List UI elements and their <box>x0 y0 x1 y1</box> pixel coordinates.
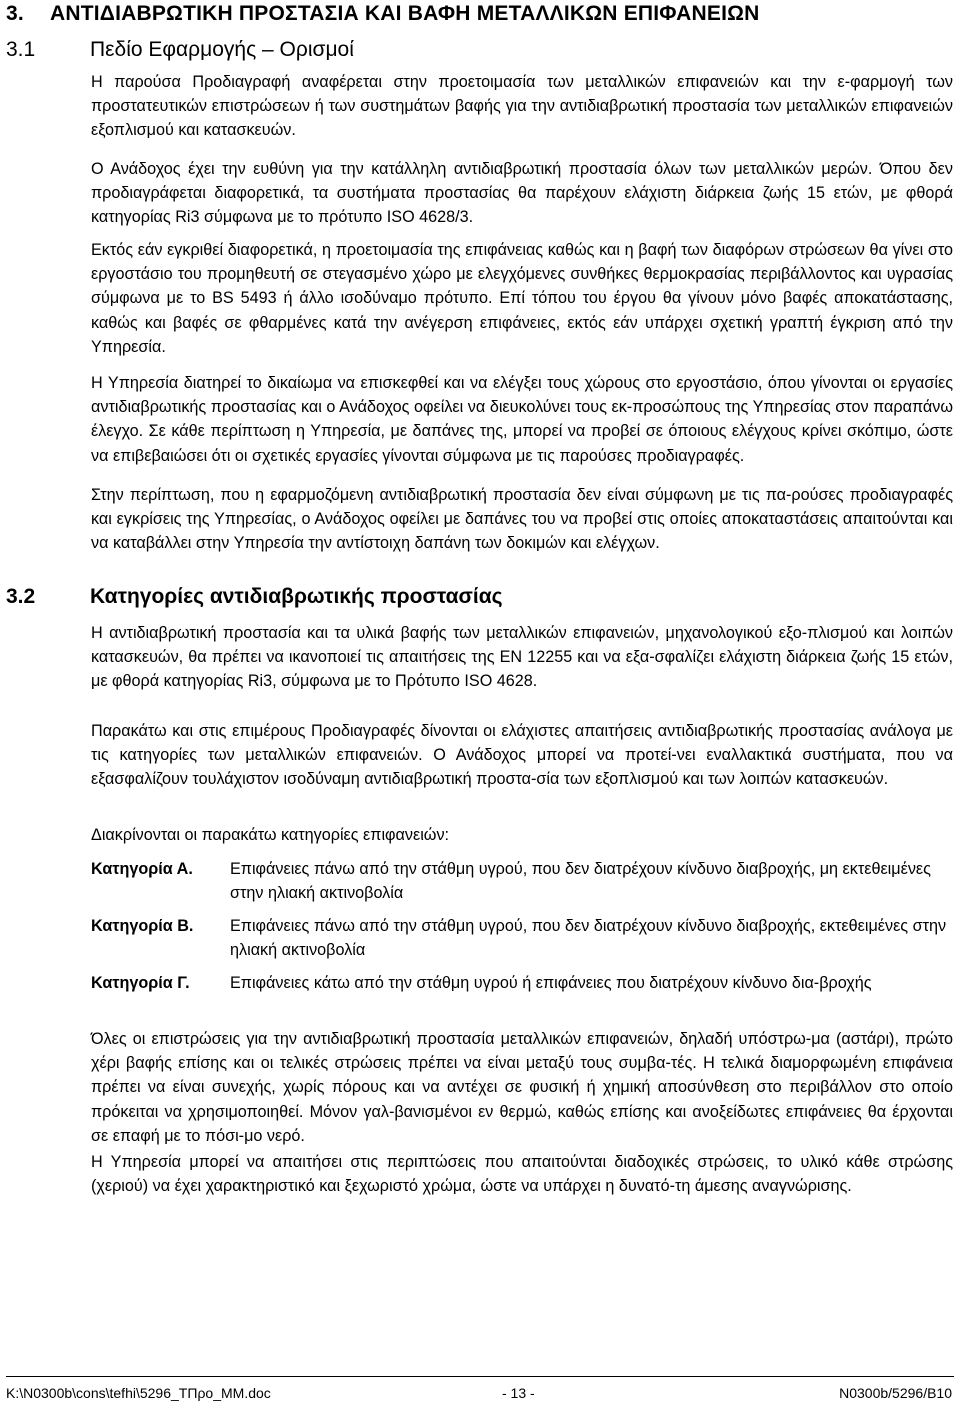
paragraph: Διακρίνονται οι παρακάτω κατηγορίες επιφανειών: <box>91 826 450 844</box>
paragraph: Η αντιδιαβρωτική προστασία και τα υλικά βαφής των μεταλλικών επιφανειών, μηχανολογικού εξο-πλισμού και λοιπών κατασκευών, θα πρέπει να ικανοποιεί τις απαιτήσεις της EN 12255 και να εξα-σφαλίζει ελάχιστη διάρκεια ζωής 15 ετών, με φθορά κατηγορίας Ri3, σύμφωνα με το Πρότυπο ISO 4628. <box>91 624 953 691</box>
paragraph: Η Υπηρεσία μπορεί να απαιτήσει στις περιπτώσεις που απαιτούνται διαδοχικές στρώσεις, το υλικό κάθε στρώσης (χεριού) να έχει χαρακτηριστικό και ξεχωριστό χρώμα, ώστε να υπάρχει η δυνατό-τη άμεσης αναγνώρισης. <box>91 1153 953 1196</box>
paragraph: Η Υπηρεσία διατηρεί το δικαίωμα να επισκεφθεί και να ελέγξει τους χώρους στο εργοστάσιο, όπου γίνονται οι εργασίες αντιδιαβρωτικής προστασίας και ο Ανάδοχος οφείλει να διευκολύνει τους εκ-προσώπους της Υπηρεσίας στον παραπάνω έλεγχο. Σε κάθε περίπτωση η Υπηρεσία, με δαπάνες της, μπορεί να προβεί σε όποιους ελέγχους κρίνει σκόπιμο, ώστε να επιβεβαιώσει ότι οι σχετικές εργασίες γίνονται σύμφωνα με τις παρούσες προδιαγραφές. <box>91 374 953 465</box>
category-item <box>91 914 953 962</box>
footer-file-path: K:\N0300b\cons\tefhi\5296_ΤΠρο_ΜΜ.doc <box>6 1385 271 1401</box>
section-title: Πεδίο Εφαρμογής – Ορισμοί <box>90 38 354 61</box>
category-text: Επιφάνειες πάνω από την στάθμη υγρού, που δεν διατρέχουν κίνδυνο διαβροχής, εκτεθειμένες στην ηλιακή ακτινοβολία <box>230 917 947 960</box>
chapter-title: ΑΝΤΙΔΙΑΒΡΩΤΙΚΗ ΠΡΟΣΤΑΣΙΑ ΚΑΙ ΒΑΦΗ ΜΕΤΑΛΛΙΚΩΝ ΕΠΙΦΑΝΕΙΩΝ <box>50 2 760 25</box>
section-title: Κατηγορίες αντιδιαβρωτικής προστασίας <box>90 585 503 608</box>
footer-document-code: N0300b/5296/B10 <box>839 1385 952 1401</box>
category-text: Επιφάνειες πάνω από την στάθμη υγρού, που δεν διατρέχουν κίνδυνο διαβροχής, μη εκτεθειμένες στην ηλιακή ακτινοβολία <box>230 860 931 903</box>
paragraph: Εκτός εάν εγκριθεί διαφορετικά, η προετοιμασία της επιφάνειας καθώς και η βαφή των διαφόρων στρώσεων θα γίνει στο εργοστάσιο του προμηθευτή σε στεγασμένο χώρο με ελεγχόμενες συνθήκες θερμοκρασίας περιβάλλοντος και υγρασίας σύμφωνα με το BS 5493 ή άλλο ισοδύναμο πρότυπο. Επί τόπου του έργου θα γίνουν μόνο βαφές αποκατάστασης, καθώς και βαφές σε φθαρμένες κατά την ανέγερση επιφάνειες, εκτός εάν υπάρχει σχετική γραπτή έγκριση από την Υπηρεσία. <box>91 241 953 356</box>
paragraph: Ο Ανάδοχος έχει την ευθύνη για την κατάλληλη αντιδιαβρωτική προστασία όλων των μεταλλικών μερών. Όπου δεν προδιαγράφεται διαφορετικά, τα συστήματα προστασίας θα παρέχουν ελάχιστη διάρκεια ζωής 15 ετών, με φθορά κατηγορίας Ri3 σύμφωνα με το πρότυπο ISO 4628/3. <box>91 160 953 227</box>
paragraph: Παρακάτω και στις επιμέρους Προδιαγραφές δίνονται οι ελάχιστες απαιτήσεις αντιδιαβρωτικής προστασίας ανάλογα με τις κατηγορίες των μεταλλικών επιφανειών. Ο Ανάδοχος μπορεί να προτεί-νει εναλλακτικά συστήματα, που να εξασφαλίζουν τουλάχιστον ισοδύναμη αντιδιαβρωτική προστα-σία των εξοπλισμού και των λοιπών κατασκευών. <box>91 722 953 789</box>
paragraph: Όλες οι επιστρώσεις για την αντιδιαβρωτική προστασία μεταλλικών επιφανειών, δηλαδή υπόστρω-μα (αστάρι), πρώτο χέρι βαφής επίσης και οι τελικές στρώσεις πρέπει να είναι μεταξύ τους συμβα-τές. Η τελικά διαμορφωμένη επιφάνεια πρέπει να είναι συνεχής, χωρίς πόρους και να αντέχει σε φυσική ή χημική αποσύνθεση στο περιβάλλον στο οποίο πρόκειται να χρησιμοποιηθεί. Μόνον γαλ-βανισμένοι εν θερμώ, καθώς επίσης και ανοξείδωτες επιφάνειες θα έρχονται σε επαφή με το πόσι-μο νερό. <box>91 1030 953 1145</box>
category-text: Επιφάνειες κάτω από την στάθμη υγρού ή επιφάνειες που διατρέχουν κίνδυνο δια-βροχής <box>230 974 872 992</box>
category-item <box>91 857 953 905</box>
section-number: 3.2 <box>6 585 36 608</box>
footer-divider <box>6 1376 954 1377</box>
section-heading-3-2 <box>6 585 503 609</box>
paragraph: Στην περίπτωση, που η εφαρμοζόμενη αντιδιαβρωτική προστασία δεν είναι σύμφωνη με τις πα-ρούσες προδιαγραφές και εγκρίσεις της Υπηρεσίας, ο Ανάδοχος οφείλει με δαπάνες του να προβεί στις οποίες αποκαταστάσεις απαιτούνται και να καταβάλλει στην Υπηρεσία την αντίστοιχη δαπάνη των δοκιμών και ελέγχων. <box>91 486 953 553</box>
section-heading-3-1 <box>6 38 354 62</box>
chapter-number: 3. <box>6 2 24 25</box>
section-number: 3.1 <box>6 38 36 61</box>
paragraph: Η παρούσα Προδιαγραφή αναφέρεται στην προετοιμασία των μεταλλικών επιφανειών και την ε-φαρμογή των προστατευτικών επιστρώσεων ή των συστημάτων βαφής για την αντιδιαβρωτική προστασία των μεταλλικών επιφανειών εξοπλισμού και κατασκευών. <box>91 73 953 140</box>
chapter-heading <box>6 2 760 26</box>
category-item <box>91 971 953 995</box>
category-label: Κατηγορία Α. <box>91 860 193 878</box>
footer-page-number: - 13 - <box>502 1385 535 1401</box>
category-label: Κατηγορία Γ. <box>91 974 190 992</box>
category-label: Κατηγορία Β. <box>91 917 194 935</box>
